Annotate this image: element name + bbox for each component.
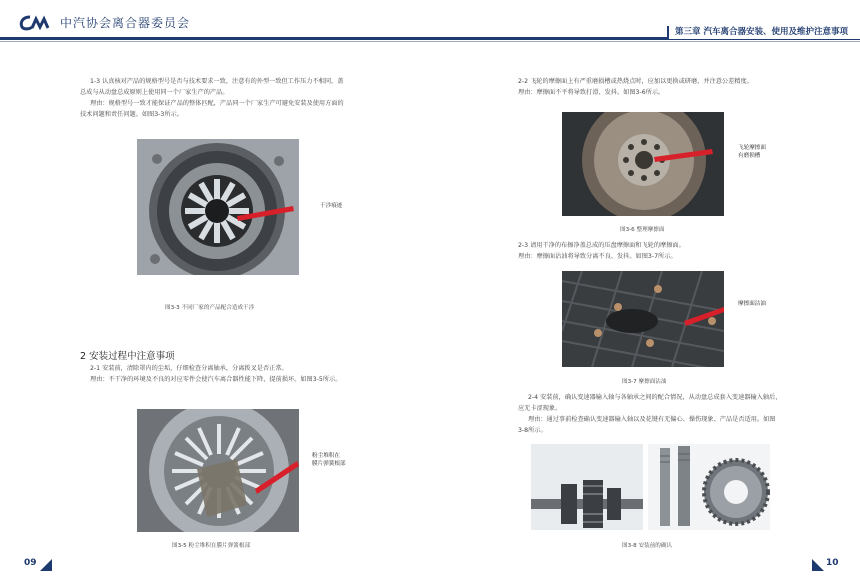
para-2-4-line-1: 2-4 安装前，确认变速器输入轴与各轴承之间的配合情况，从动盘总成套入变速器输入轴后， xyxy=(528,394,782,401)
figure-3-6-callout-line-2: 有磨损槽 xyxy=(738,153,761,159)
para-1-3-line-3: 理由：规格型号一致才能保证产品的整体匹配，产品同一个厂家生产可避免安装及使用方面的 xyxy=(90,100,344,107)
gears-illustration xyxy=(648,444,770,530)
figure-3-6-callout-line-1: 飞轮摩擦面 xyxy=(738,145,766,151)
brand-logo xyxy=(18,14,190,31)
clutch-cover-illustration xyxy=(137,139,299,275)
header-rule xyxy=(0,41,860,42)
figure-3-7-callout: 摩擦面沾油 xyxy=(738,301,766,307)
page-number-left: 09 xyxy=(24,558,37,568)
para-2-3-line-2: 理由：摩擦面沾油将导致分离不良、发抖。如图3-7所示。 xyxy=(518,253,677,260)
figure-3-7-photo xyxy=(562,271,724,367)
figure-3-5-callout-line-1: 粉尘堆积在 xyxy=(312,453,340,459)
input-shaft-illustration xyxy=(531,444,643,530)
diaphragm-spring-illustration xyxy=(137,409,299,532)
para-1-3-line-1: 1-3 认真核对产品的规格型号是否与技术要求一致，注意有的外型一致但工作压力不相同，盖 xyxy=(90,78,344,85)
figure-3-3-callout: 干涉痕迹 xyxy=(320,203,343,209)
para-2-1-line-2: 理由：不干净的环境及不良的对应零件会使汽车离合器性能下降，提前损坏。如图3-5所示。 xyxy=(90,376,342,383)
figure-3-6-caption: 图3-6 整理摩擦面 xyxy=(620,227,665,233)
figure-3-8-photo-a xyxy=(531,444,643,530)
para-2-4-line-4: 3-8所示。 xyxy=(518,427,547,434)
logo-mark-icon xyxy=(18,15,54,31)
para-1-3-line-4: 技术问题和责任问题。如图3-3所示。 xyxy=(80,111,183,118)
figure-3-6-photo xyxy=(562,112,724,216)
para-1-3-line-2: 总成与从动盘总成原则上使用同一个厂家生产的产品。 xyxy=(80,89,229,96)
figure-3-5-photo xyxy=(137,409,299,532)
page-corner-right-icon xyxy=(812,559,824,571)
figure-3-7-caption: 图3-7 摩擦面沾油 xyxy=(622,379,667,385)
section-2-title: 2 安装过程中注意事项 xyxy=(80,351,175,362)
page-number-right: 10 xyxy=(826,558,839,568)
figure-3-3-photo xyxy=(137,139,299,275)
friction-surface-illustration xyxy=(562,271,724,367)
para-2-3-line-1: 2-3 请用干净的布擦净盖总成的压盘摩擦面和飞轮的摩擦面。 xyxy=(518,242,685,249)
para-2-1-line-1: 2-1 安装前，清除罩内的尘垢，仔细检查分离轴承，分离拨叉是否正常。 xyxy=(90,365,288,372)
chapter-title: 第三章 汽车离合器安装、使用及维护注意事项 xyxy=(667,26,860,39)
para-2-2-line-2: 理由：摩擦面不平将导致打滑、发抖。如图3-6所示。 xyxy=(518,89,665,96)
figure-3-5-callout-line-2: 膜片弹簧根部 xyxy=(312,461,346,467)
para-2-2-line-1: 2-2 飞轮的摩擦面上有严重磨损槽或热烧点时，应加以更换或研磨，并注意公差精度。 xyxy=(518,78,753,85)
figure-3-3-caption: 图3-3 不同厂家的产品配合造成干涉 xyxy=(165,305,255,311)
figure-3-8-photo-b xyxy=(648,444,770,530)
para-2-4-line-2: 应无卡涩现象。 xyxy=(518,405,562,412)
page-corner-left-icon xyxy=(40,559,52,571)
flywheel-illustration xyxy=(562,112,724,216)
para-2-4-line-3: 理由：通过事前检查确认变速器输入轴以及花键有无偏心、操伤现象、产品是否适用。如图 xyxy=(528,416,776,423)
logo-text: 中汽协会离合器委员会 xyxy=(60,16,191,30)
figure-3-5-caption: 图3-5 粉尘堆积在膜片弹簧根部 xyxy=(172,543,251,549)
figure-3-8-caption: 图3-8 安装前的确认 xyxy=(622,543,673,549)
